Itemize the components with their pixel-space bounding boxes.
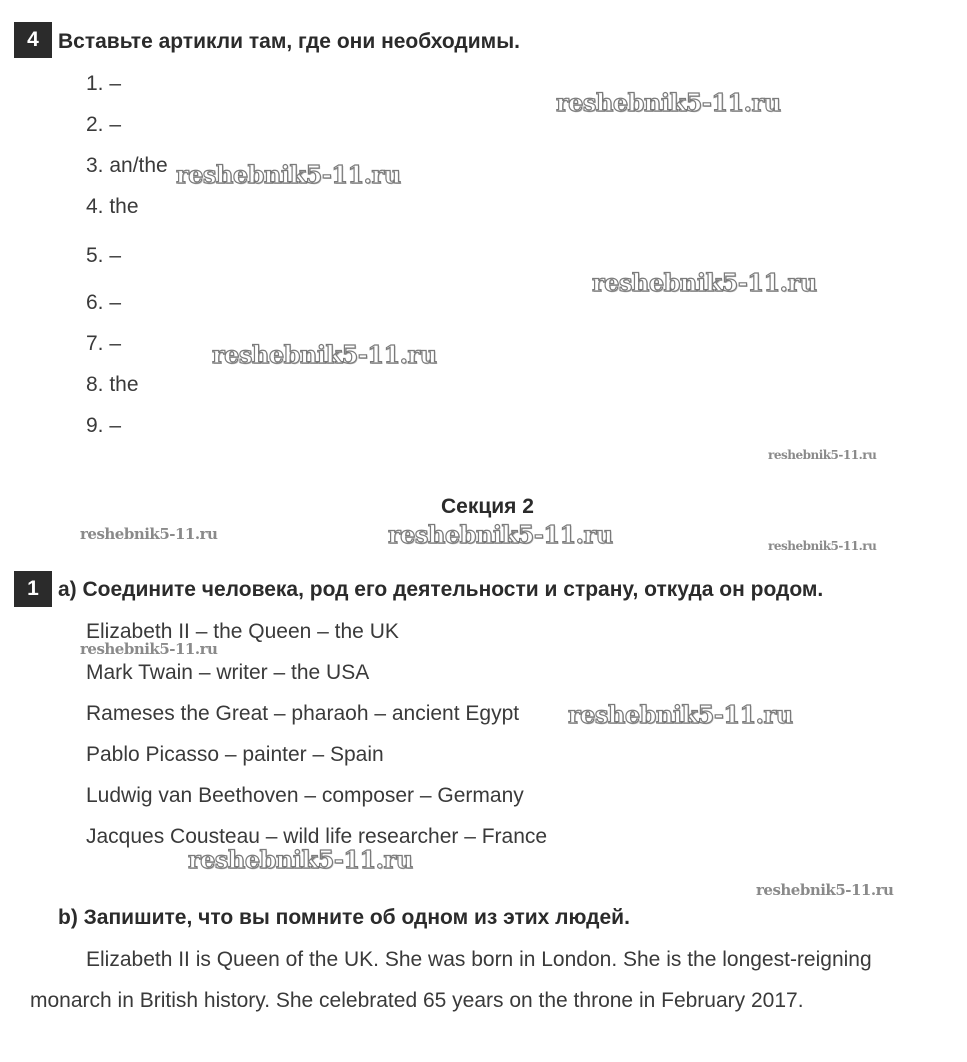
watermark: reshebnik5-11.ru	[756, 881, 894, 899]
answer-item-8: 8. the	[86, 373, 139, 396]
watermark: reshebnik5-11.ru	[80, 640, 218, 658]
answer-item-3: 3. an/the	[86, 154, 168, 177]
watermark: reshebnik5-11.ru	[768, 539, 877, 553]
match-item-4: Pablo Picasso – painter – Spain	[86, 743, 384, 766]
match-item-5: Ludwig van Beethoven – composer – Germany	[86, 784, 524, 807]
answer-item-9: 9. –	[86, 414, 122, 437]
watermark: reshebnik5-11.ru	[592, 268, 817, 297]
watermark: reshebnik5-11.ru	[388, 520, 613, 549]
watermark: reshebnik5-11.ru	[80, 525, 218, 543]
answer-item-4: 4. the	[86, 195, 139, 218]
task-number: 4	[27, 28, 39, 51]
task-number-badge	[14, 22, 52, 58]
answer-paragraph-line-1: Elizabeth II is Queen of the UK. She was born in London. She is the longest-reigning	[86, 948, 872, 971]
task-title-b: b) Запишите, что вы помните об одном из этих людей.	[58, 906, 630, 929]
task-number: 1	[27, 577, 39, 600]
task-title-a: a) Соедините человека, род его деятельности и страну, откуда он родом.	[58, 578, 824, 601]
match-item-1: Elizabeth II – the Queen – the UK	[86, 620, 399, 643]
match-item-3: Rameses the Great – pharaoh – ancient Egypt	[86, 702, 520, 725]
answer-item-5: 5. –	[86, 244, 122, 267]
watermark: reshebnik5-11.ru	[768, 448, 877, 462]
watermark: reshebnik5-11.ru	[176, 160, 401, 189]
watermark: reshebnik5-11.ru	[568, 700, 793, 729]
watermark: reshebnik5-11.ru	[212, 340, 437, 369]
task-number-badge	[14, 571, 52, 607]
match-item-6: Jacques Cousteau – wild life researcher – France	[86, 825, 548, 848]
answer-item-1: 1. –	[86, 72, 122, 95]
match-item-2: Mark Twain – writer – the USA	[86, 661, 370, 684]
watermark: reshebnik5-11.ru	[188, 845, 413, 874]
answer-item-7: 7. –	[86, 332, 122, 355]
section-title: Секция 2	[441, 495, 534, 518]
task-title: Вставьте артикли там, где они необходимы.	[58, 30, 520, 53]
answer-item-2: 2. –	[86, 113, 122, 136]
answer-paragraph-line-2: monarch in British history. She celebrated 65 years on the throne in February 2017.	[30, 989, 804, 1012]
answer-item-6: 6. –	[86, 291, 122, 314]
watermark: reshebnik5-11.ru	[556, 88, 781, 117]
